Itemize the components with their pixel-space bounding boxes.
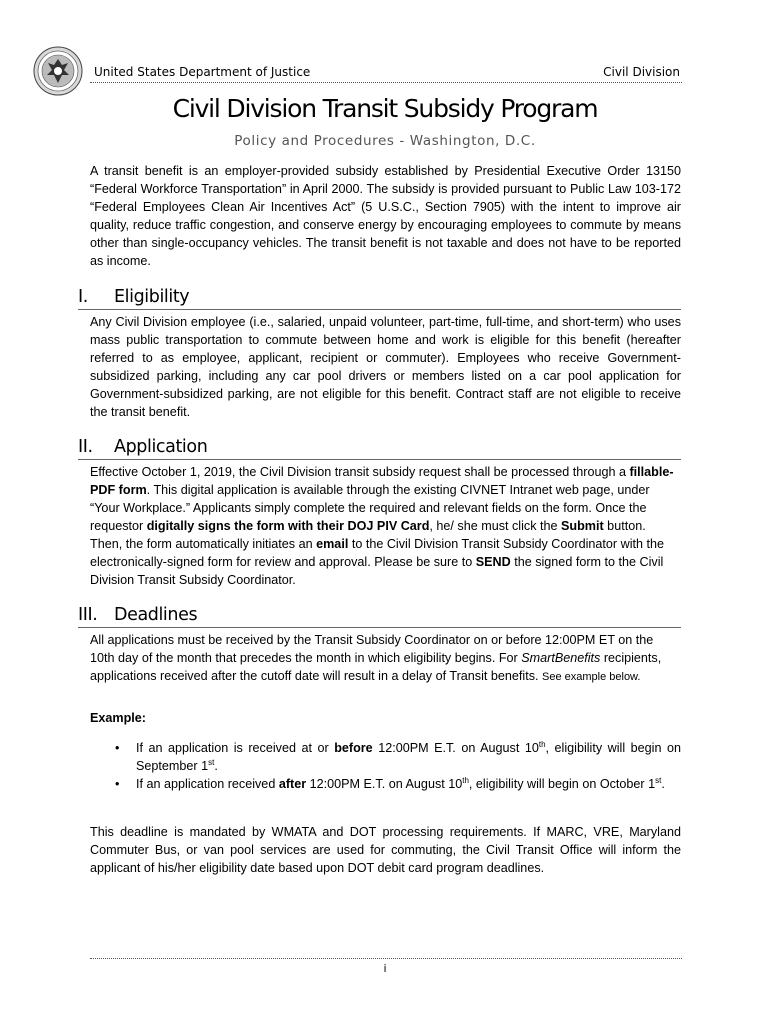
page-header [90,64,682,83]
fillable-pdf-form-text: fillable-PDF form [90,465,674,497]
section-number: I. [78,287,88,307]
section-title: Eligibility [114,287,190,307]
deadlines-paragraph: All applications must be received by the Transit Subsidy Coordinator on or before 12:00PM ET on the 10th day of the month that precedes the month in which eligibility begins. For SmartBenefits recipients, applications received after the cutoff date will result in a delay of Transit benefits. See example below. [90,633,662,683]
eligibility-paragraph: Any Civil Division employee (i.e., salaried, unpaid volunteer, part-time, full-time, and short-term) who uses mass public transportation to commute between home and work is eligible for this benefit (hereafter referred to as employee, applicant, recipient or commuter). Employees who receive Government-subsidized parking, including any car pool drivers or members listed on a car pool application for Government-subsidized parking, are not eligible for this benefit. Contract staff are not eligible to receive the transit benefit. [90,315,681,419]
header-department: United States Department of Justice [94,65,311,79]
intro-paragraph: A transit benefit is an employer-provided subsidy established by Presidential Executive Order 13150 “Federal Workforce Transportation” in April 2000. The subsidy is provided pursuant to Public Law 103-172 “Federal Employees Clean Air Incentives Act” (5 U.S.C., Section 7905) with the intent to improve air quality, reduce traffic congestion, and conserve energy by encouraging employees to commute by means other than single-occupancy vehicles. The transit benefit is not taxable and does not have to be reported as income. [90,164,681,268]
footer-divider [90,958,682,959]
header-division: Civil Division [603,65,680,79]
section-number: III. [78,605,98,625]
list-item: • If an application received after 12:00PM E.T. on August 10th, eligibility will begin on October 1st. [115,776,665,791]
section-application-heading [78,437,681,460]
section-title: Application [114,437,208,457]
application-paragraph: Effective October 1, 2019, the Civil Division transit subsidy request shall be processed through a fillable-PDF form. This digital application is available through the existing CIVNET Intranet web page, under “Your Workplace.” Applicants simply complete the required and relevant fields on the form. Once the requestor digitally signs the form with their DOJ PIV Card, he/ she must click the Submit button. Then, the form automatically initiates an email to the Civil Division Transit Subsidy Coordinator with the electronically-signed form for review and approval. Please be sure to SEND the signed form to the Civil Division Transit Subsidy Coordinator. [90,465,674,587]
closing-paragraph: This deadline is mandated by WMATA and DOT processing requirements. If MARC, VRE, Maryland Commuter Bus, or van pool services are used for commuting, the Civil Transit Office will inform the applicant of his/her eligibility date based upon DOT debit card program deadlines. [90,825,681,875]
section-deadlines-heading [78,605,681,628]
document-title: Civil Division Transit Subsidy Program [172,94,598,123]
page-number: i [383,962,387,975]
section-eligibility-heading [78,287,681,310]
section-number: II. [78,437,93,457]
section-title: Deadlines [114,605,198,625]
list-item: • If an application is received at or before 12:00PM E.T. on August 10th, eligibility will begin on September 1st. [115,740,681,773]
document-subtitle: Policy and Procedures - Washington, D.C. [234,133,536,149]
example-list [90,739,681,793]
example-label: Example: [90,711,146,725]
doj-seal-icon [33,46,83,96]
